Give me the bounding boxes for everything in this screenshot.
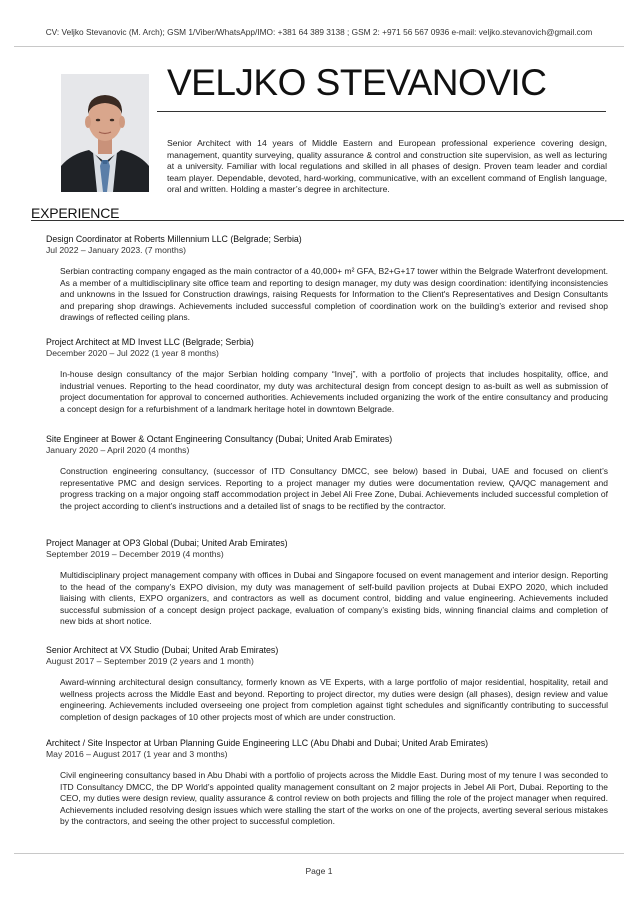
job-title: Architect / Site Inspector at Urban Planning Guide Engineering LLC (Abu Dhabi and Dubai; United Arab Emirates) [46, 738, 489, 748]
job-title: Senior Architect at VX Studio (Dubai; United Arab Emirates) [46, 645, 279, 655]
job-dates: December 2020 – Jul 2022 (1 year 8 months) [46, 348, 219, 358]
job-description: In-house design consultancy of the major Serbian holding company “Invej”, with a portfolio of projects that includes hospitality, office, and industrial venues. Reporting to the head coordinator, my duty was architectural design from concept design to as-built as well as submission of project documentation for approval to concerned authorities. Achievements included organizing the work of the entire consultancy and producing a concept design for a refurbishment of a landmark heritage hotel in downtown Belgrade. [60, 369, 608, 414]
job-dates: January 2020 – April 2020 (4 months) [46, 445, 190, 455]
job-description: Civil engineering consultancy based in Abu Dhabi with a portfolio of projects across the Middle East. During most of my tenure I was seconded to ITD Consultancy DMCC, the DP World’s appointed quality management consultant on 2 major projects in Jebel Ali Port, Dubai. Reporting to the CEO, my duties were design review, quality assurance & control review on both projects and filling the role of the project manager when required. Achievements included resolving design issues which were stalling the start of the works on one of the projects, averting several serious mistakes by the contractors, and seeing the other project to successful completion. [60, 770, 608, 826]
contact-header: CV: Veljko Stevanovic (M. Arch); GSM 1/Viber/WhatsApp/IMO: +381 64 389 3138 ; GSM 2: +971 56 567 0936 e-mail: veljko.stevanovich@gmail.com [45, 27, 593, 37]
profile-photo [61, 74, 149, 192]
job-title: Site Engineer at Bower & Octant Engineering Consultancy (Dubai; United Arab Emirates) [46, 434, 393, 444]
profile-summary: Senior Architect with 14 years of Middle Eastern and European professional experience covering design, management, quantity surveying, quality assurance & control and construction site supervision, as well as lecturing at a university. Familiar with local regulations and skilled in all phases of design. Proven team leader and cordial team player. Dependable, devoted, hard-working, communicative, with an excellent command of English language, oral and written. Holding a master’s degree in architecture. [167, 138, 607, 195]
footer-divider [14, 853, 624, 854]
job-title: Project Manager at OP3 Global (Dubai; United Arab Emirates) [46, 538, 288, 548]
job-dates: Jul 2022 – January 2023. (7 months) [46, 245, 186, 255]
portrait-image [61, 74, 149, 192]
name-underline [157, 111, 606, 112]
job-title: Project Architect at MD Invest LLC (Belgrade; Serbia) [46, 337, 254, 347]
job-entry [46, 434, 608, 512]
job-entry [46, 538, 608, 628]
page-number: Page 1 [305, 866, 333, 876]
job-entry [46, 645, 608, 723]
job-title: Design Coordinator at Roberts Millennium LLC (Belgrade; Serbia) [46, 234, 302, 244]
header-divider [14, 46, 624, 47]
job-dates: May 2016 – August 2017 (1 year and 3 months) [46, 749, 228, 759]
job-entry [46, 234, 608, 324]
job-description: Construction engineering consultancy, (successor of ITD Consultancy DMCC, see below) based in Dubai, UAE and focused on client’s representative PMC and design services. Reporting to a project manager my duties were documentation review, QA/QC management and progress tracking on a major ongoing staff accommodation project in Jebel Ali Free Zone, Dubai. Achievements included successful completion of the project according to client’s instructions and a detailed list of snags to be rectified by the contractor. [60, 466, 608, 511]
job-description: Award-winning architectural design consultancy, formerly known as VE Experts, with a large portfolio of major residential, hospitality, retail and wellness projects across the Middle East and beyond. Reporting to project director, my duties were design (all phases), design review and value engineering. Achievements included overseeing one project from completion against tight schedules and significantly contributing to successful completion of design packages of 10 other projects most of which are under construction. [60, 677, 608, 722]
job-dates: August 2017 – September 2019 (2 years and 1 month) [46, 656, 254, 666]
job-description: Multidisciplinary project management company with offices in Dubai and Singapore focused on event management and interior design. Reporting to the head of the company’s EXPO division, my duty was management of self-build pavilion projects at Dubai EXPO 2020, which included liaising with clients, EXPO organizers, and contractors as well as document control, bidding and value engineering. Achievements included successful submission of a concept design project package, evaluation of company’s existing bids, winning financial claims and completion of new bids at short notice. [60, 570, 608, 626]
job-description: Serbian contracting company engaged as the main contractor of a 40,000+ m² GFA, B2+G+17 tower within the Belgrade Waterfront development. As a member of a multidisciplinary site office team and reporting to design manager, my duty was design coordination: identifying inconsistencies and unknowns in the Issued for Construction drawings, raising Requests for Information to the Client's Representatives and Design Consultants and preparing shop drawings. Achievements included successful completion of coordination work on the building’s exterior and revised shop drawings of reflected ceiling plans. [60, 266, 608, 322]
job-entry [46, 738, 608, 828]
section-heading-experience: EXPERIENCE [31, 205, 120, 221]
job-entry [46, 337, 608, 415]
candidate-name: VELJKO STEVANOVIC [167, 62, 547, 103]
section-divider [31, 220, 624, 221]
job-dates: September 2019 – December 2019 (4 months) [46, 549, 224, 559]
